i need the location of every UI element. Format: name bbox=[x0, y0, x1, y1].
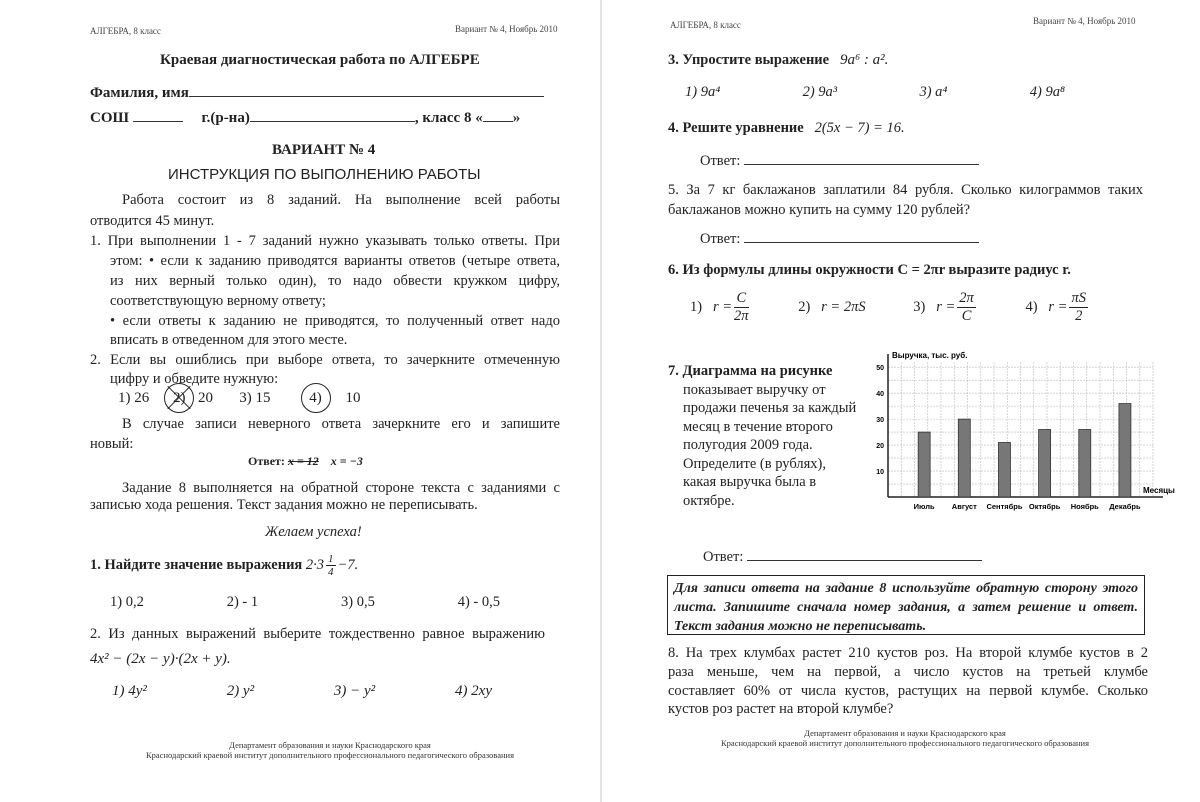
answer-option[interactable]: 2) y² bbox=[226, 683, 255, 699]
task-3: 3. Упростите выражение 9a⁶ : a². bbox=[668, 52, 889, 68]
bar-Октябрь bbox=[1039, 430, 1051, 498]
task-5-answer[interactable]: Ответ: bbox=[700, 230, 979, 248]
rule4-line: Задание 8 выполняется на обратной стороне текста с заданиями с bbox=[122, 480, 560, 496]
example-option-1: 1) 26 bbox=[118, 390, 150, 406]
bar-Ноябрь bbox=[1079, 430, 1091, 498]
rule1-line: 1. При выполнении 1 - 7 заданий нужно указывать только ответы. При bbox=[90, 233, 560, 249]
answer-option[interactable]: 2) 9a³ bbox=[802, 84, 838, 100]
header-variant: Вариант № 4, Ноябрь 2010 bbox=[1033, 16, 1136, 26]
task-4: 4. Решите уравнение 2(5x − 7) = 16. bbox=[668, 120, 905, 136]
example-option-4-value: 10 bbox=[345, 390, 361, 406]
y-axis-label: Выручка, тыс. руб. bbox=[892, 351, 968, 360]
y-tick-label: 30 bbox=[876, 417, 884, 425]
answer-option[interactable]: 4) - 0,5 bbox=[457, 594, 500, 610]
bar-Август bbox=[958, 419, 970, 497]
class-end: » bbox=[512, 110, 521, 126]
example-option-2-crossed: 2) bbox=[164, 383, 194, 413]
task-4-answer[interactable]: Ответ: bbox=[700, 152, 979, 170]
rule3-line: новый: bbox=[90, 436, 134, 452]
intro-line: Работа состоит из 8 заданий. На выполнение всей работы bbox=[122, 192, 560, 208]
class-label: , класс 8 « bbox=[414, 110, 483, 126]
x-tick-label: Октябрь bbox=[1028, 502, 1061, 511]
answer-option[interactable]: 2) r = 2πS bbox=[798, 299, 866, 315]
y-tick-label: 40 bbox=[876, 391, 884, 399]
rule2-line: 2. Если вы ошиблись при выборе ответа, то зачеркните отмеченную bbox=[90, 352, 560, 368]
example-option-2-value: 20 bbox=[198, 390, 213, 406]
task-1: 1. Найдите значение выражения 2·3 $\frac{1}{4}$ −7. bbox=[90, 553, 359, 578]
task-2-text: 2. Из данных выражений выберите тождественно равное выражению bbox=[90, 626, 545, 642]
bar-Сентябрь bbox=[998, 442, 1010, 497]
footer-right: Департамент образования и науки Краснодарского края Краснодарский краевой институт дополнительного профессионального педагогического образования bbox=[721, 728, 1089, 748]
answer-option[interactable]: 4) 9a⁸ bbox=[1029, 84, 1065, 100]
task-8-line: раза меньше, чем на первой, а число кустов на третьей клумбе bbox=[668, 664, 1148, 680]
example-option-4-circled: 4) bbox=[301, 383, 331, 413]
x-tick-label: Ноябрь bbox=[1070, 502, 1099, 511]
y-tick-label: 20 bbox=[876, 443, 884, 451]
answer-option[interactable]: 1) r = $\frac{C}{2\pi}$ bbox=[690, 290, 749, 324]
instructions-heading: ИНСТРУКЦИЯ ПО ВЫПОЛНЕНИЮ РАБОТЫ bbox=[168, 166, 481, 183]
y-tick-label: 10 bbox=[876, 469, 884, 477]
right-page bbox=[605, 0, 1200, 802]
answer-option[interactable]: 2) - 1 bbox=[226, 594, 259, 610]
answer-option[interactable]: 3) 0,5 bbox=[340, 594, 375, 610]
x-tick-label: Декабрь bbox=[1109, 502, 1141, 511]
example-options bbox=[118, 383, 361, 413]
answer-option[interactable]: 1) 0,2 bbox=[110, 594, 144, 610]
task-1-options bbox=[110, 594, 500, 611]
revenue-bar-chart bbox=[860, 350, 1180, 520]
answer-option[interactable]: 1) 4y² bbox=[112, 683, 147, 699]
rule4-line: записью хода решения. Текст задания можно не переписывать. bbox=[90, 497, 478, 513]
correct-answer: x = −3 bbox=[330, 454, 363, 468]
task-6-options bbox=[690, 290, 1090, 325]
header-variant: Вариант № 4, Ноябрь 2010 bbox=[455, 24, 558, 34]
example-option-3: 3) 15 bbox=[239, 390, 271, 406]
variant-heading: ВАРИАНТ № 4 bbox=[272, 142, 376, 158]
answer-option[interactable]: 3) a⁴ bbox=[919, 84, 948, 100]
city-label: г.(р-на) bbox=[201, 110, 250, 126]
task-8-line: составляет 60% от числа кустов, растущих на первой клумбе. Сколько bbox=[668, 683, 1148, 699]
answer-option[interactable]: 3) r = $\frac{2\pi}{C}$ bbox=[913, 290, 974, 324]
name-field[interactable] bbox=[90, 84, 544, 102]
rule3-line: В случае записи неверного ответа зачеркните его и запишите bbox=[122, 416, 560, 432]
rule1-line: соответствующую верному ответу; bbox=[110, 293, 326, 309]
task-3-options bbox=[685, 84, 1065, 101]
x-tick-label: Июль bbox=[913, 502, 935, 511]
wrong-answer: x = 12 bbox=[287, 454, 319, 468]
task-6-text: 6. Из формулы длины окружности C = 2πr выразите радиус r. bbox=[668, 262, 1071, 278]
task-7-answer[interactable]: Ответ: bbox=[703, 548, 982, 566]
task-8-line: кустов роз растет на второй клумбе? bbox=[668, 701, 894, 717]
answer-option[interactable]: 4) 2xy bbox=[454, 683, 492, 699]
y-tick-label: 50 bbox=[876, 365, 884, 373]
task-7-text: 7. Диаграмма на рисунке показывает выручку от продажи печенья за каждый месяц в течение второго полугодия 2009 года. Определите (в рублях), какая выручка была в октябре. bbox=[668, 363, 857, 509]
name-label: Фамилия, имя bbox=[90, 85, 189, 101]
task-8-note: Для записи ответа на задание 8 используйте обратную сторону этого листа. Запишите сначала номер задания, а затем решение и ответ. Текст задания можно не переписывать. bbox=[667, 575, 1145, 635]
task-5-line: 5. За 7 кг баклажанов заплатили 84 рубля. Сколько килограммов таких bbox=[668, 182, 1143, 198]
x-axis-label: Месяцы bbox=[1143, 486, 1175, 495]
bar-Июль bbox=[918, 432, 930, 497]
rule1-line: • если ответы к заданию не приводятся, то полученный ответ надо bbox=[110, 313, 560, 329]
rule1-line: из них верный только один), то надо обвести кружком цифру, bbox=[110, 273, 560, 289]
x-tick-label: Сентябрь bbox=[986, 502, 1023, 511]
rule1-line: вписать в отведенном для этого месте. bbox=[110, 332, 348, 348]
rule1-line: этом: • если к заданию приводятся варианты ответов (четыре ответа, bbox=[110, 253, 560, 269]
header-subject: АЛГЕБРА, 8 класс bbox=[670, 20, 741, 30]
task-2-options bbox=[112, 683, 492, 700]
rule2-line: цифру и обведите нужную: bbox=[110, 371, 279, 387]
answer-option[interactable]: 3) − y² bbox=[333, 683, 376, 699]
answer-option[interactable]: 1) 9a⁴ bbox=[685, 84, 721, 100]
task-5-line: баклажанов можно купить на сумму 120 рублей? bbox=[668, 202, 971, 218]
x-tick-label: Август bbox=[951, 502, 977, 511]
answer-option[interactable]: 4) r = $\frac{\pi S}{2}$ bbox=[1025, 290, 1086, 324]
page-fold bbox=[600, 0, 602, 802]
school-label: СОШ bbox=[90, 110, 129, 126]
task-8-line: 8. На трех клумбах растет 210 кустов роз. На второй клумбе кустов в 2 bbox=[668, 645, 1148, 661]
page-title: Краевая диагностическая работа по АЛГЕБРЕ bbox=[160, 52, 480, 68]
footer-left: Департамент образования и науки Краснодарского края Краснодарский краевой институт дополнительного профессионального педагогического образования bbox=[146, 740, 514, 760]
header-subject: АЛГЕБРА, 8 класс bbox=[90, 26, 161, 36]
intro-line: отводится 45 минут. bbox=[90, 213, 215, 229]
answer-example: Ответ: x = 12 x = −3 bbox=[248, 454, 363, 468]
good-luck: Желаем успеха! bbox=[265, 524, 362, 540]
bar-Декабрь bbox=[1119, 404, 1131, 497]
task-2-expression: 4x² − (2x − y)·(2x + y). bbox=[90, 651, 231, 667]
school-field[interactable] bbox=[90, 109, 520, 127]
